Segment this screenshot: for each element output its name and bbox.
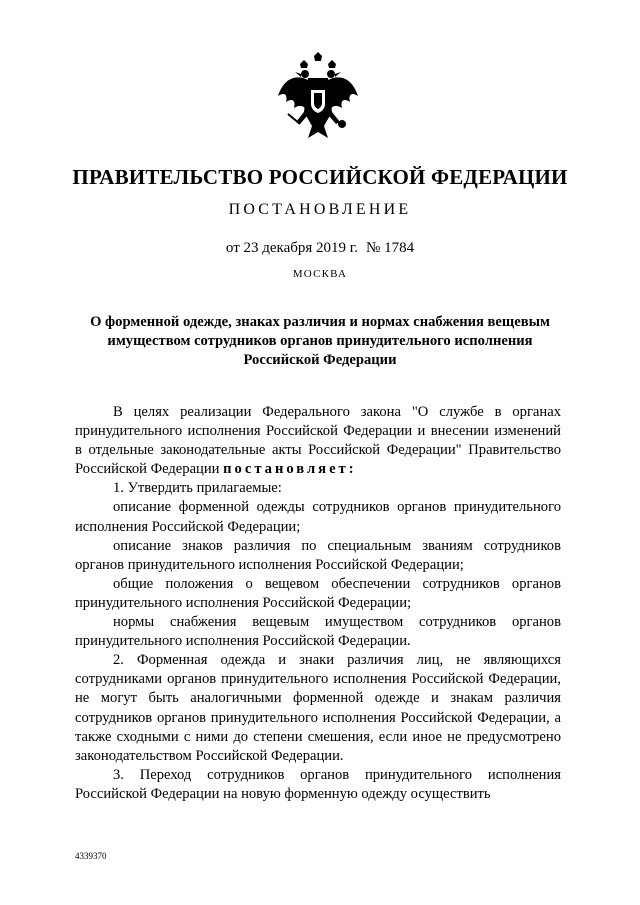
document-type: ПОСТАНОВЛЕНИЕ <box>228 201 412 218</box>
paragraph-general-provisions: общие положения о вещевом обеспечении сотрудников органов принудительного исполнения Российской Федерации; <box>75 575 561 611</box>
paragraph-insignia-description: описание знаков различия по специальным званиям сотрудников органов принудительного исполнения Российской Федерации; <box>75 537 561 573</box>
paragraph-2: 2. Форменная одежда и знаки различия лиц, не являющихся сотрудниками органов принудительного исполнения Российской Федерации, не могут быть аналогичными форменной одежде и знакам различия сотрудников органов принудительного исполнения Российской Федерации, а также сходными с ними до степени смешения, если иное не предусмотрено законодательством Российской Федерации. <box>75 652 561 764</box>
paragraph-supply-norms: нормы снабжения вещевым имуществом сотрудников органов принудительного исполнения Российской Федерации. <box>75 614 561 650</box>
paragraph-uniform-description: описание форменной одежды сотрудников органов принудительного исполнения Российской Федерации; <box>75 499 561 535</box>
document-body <box>75 403 561 804</box>
paragraph-3: 3. Переход сотрудников органов принудительного исполнения Российской Федерации на новую форменную одежду осуществить <box>75 766 561 802</box>
government-title: ПРАВИТЕЛЬСТВО РОССИЙСКОЙ ФЕДЕРАЦИИ <box>72 165 568 189</box>
coat-of-arms-icon <box>274 52 362 148</box>
document-number: № 1784 <box>366 240 415 256</box>
document-code: 4339370 <box>75 851 107 861</box>
preamble-text: В целях реализации Федерального закона "О службе в органах принудительного исполнения Российской Федерации и внесении изменений в отдельные законодательные акты Российской Федерации" Правительство Российской Федерации <box>75 404 561 478</box>
document-date-line <box>0 240 640 257</box>
document-city: МОСКВА <box>292 268 348 280</box>
paragraph-preamble <box>75 403 561 479</box>
document-title: О форменной одежде, знаках различия и нормах снабжения вещевым имуществом сотрудников органов принудительного исполнения Российской Федерации <box>90 314 550 368</box>
decree-action: постановляет: <box>223 461 357 478</box>
document-date: от 23 декабря 2019 г. <box>225 240 359 256</box>
paragraph-1: 1. Утвердить прилагаемые: <box>113 480 282 497</box>
